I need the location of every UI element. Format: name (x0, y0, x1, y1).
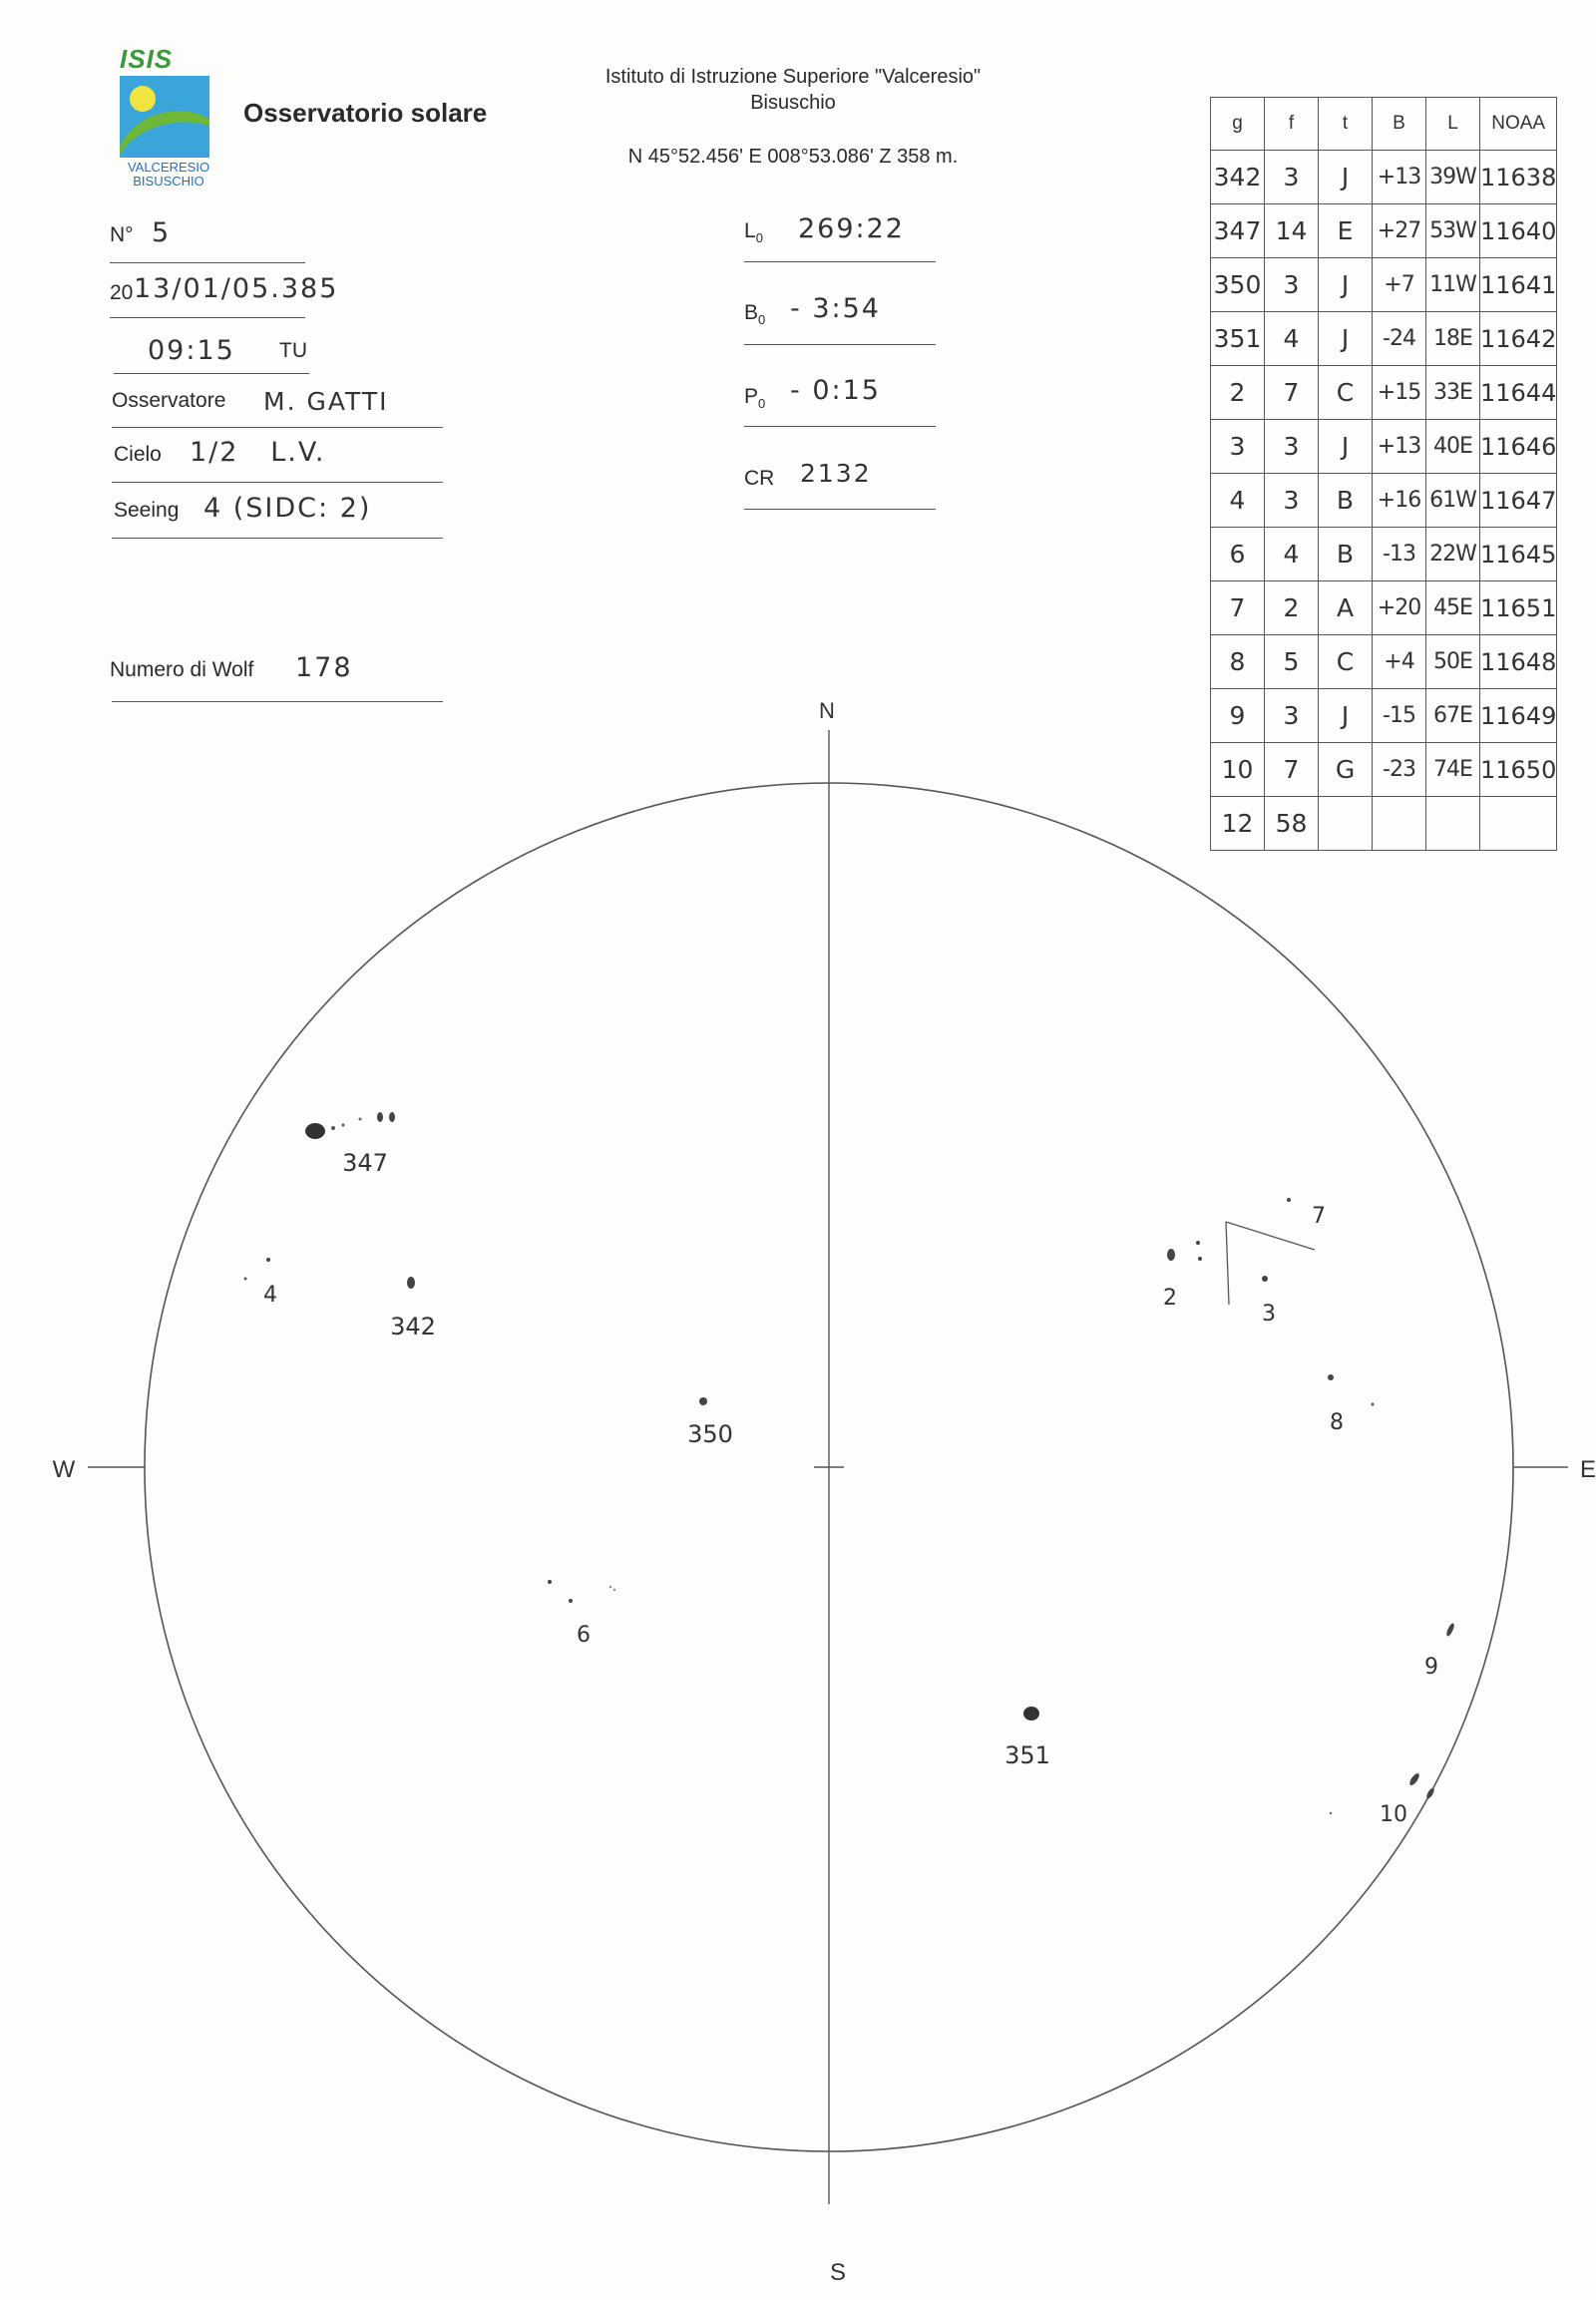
B0-sub: 0 (758, 312, 766, 328)
P0-letter: P (744, 385, 759, 408)
sunspot (1198, 1257, 1202, 1261)
table-cell: 3 (1265, 151, 1319, 204)
institute-line: Istituto di Istruzione Superiore "Valceresio" (604, 66, 982, 88)
group-label-10: 10 (1380, 1802, 1407, 1827)
sunspot-group-351 (1004, 1707, 1050, 1769)
number-value: 5 (152, 217, 172, 248)
group-label-8: 8 (1330, 1410, 1344, 1435)
table-cell: 11W (1426, 258, 1480, 312)
town-line: Bisuschio (750, 92, 836, 114)
table-cell: 6 (1211, 528, 1265, 581)
sunspot (407, 1277, 415, 1289)
sunspot-group-3 (1262, 1276, 1276, 1327)
table-cell: 351 (1211, 312, 1265, 366)
sunspot (1445, 1623, 1455, 1638)
table-cell: 74E (1426, 743, 1480, 797)
sunspot (1328, 1374, 1334, 1380)
table-cell: 45E (1426, 581, 1480, 635)
observatory-coordinates: N 45°52.456' E 008°53.086' Z 358 m. (627, 146, 959, 168)
sunspot-group-342 (390, 1277, 436, 1341)
table-cell: 347 (1211, 204, 1265, 258)
table-cell: B (1319, 474, 1373, 528)
table-cell: 11646 (1480, 420, 1557, 474)
table-cell: E (1319, 204, 1373, 258)
L0-sub: 0 (755, 230, 763, 246)
table-cell: 4 (1265, 312, 1319, 366)
sky-label: Cielo (114, 443, 162, 466)
number-label: N° (110, 223, 134, 246)
date-prefix: 20 (110, 281, 134, 304)
seeing-label: Seeing (114, 499, 180, 522)
group-label-6: 6 (577, 1623, 591, 1648)
total-cell: 12 (1211, 797, 1265, 851)
total-cell: 58 (1265, 797, 1319, 851)
sunspot (548, 1580, 552, 1584)
table-cell: 11647 (1480, 474, 1557, 528)
table-cell: 11650 (1480, 743, 1557, 797)
table-cell: 4 (1265, 528, 1319, 581)
sunspot (569, 1599, 573, 1603)
table-cell: 11638 (1480, 151, 1557, 204)
P0-sub: 0 (758, 396, 766, 412)
pointer-line (1226, 1222, 1315, 1250)
sunspot-group-10 (1330, 1772, 1435, 1827)
table-cell: 11651 (1480, 581, 1557, 635)
table-cell: 7 (1211, 581, 1265, 635)
sunspot (1196, 1241, 1200, 1245)
sky-value: 1/2 L.V. (190, 437, 326, 468)
sunspot (377, 1112, 383, 1122)
group-label-4: 4 (263, 1283, 277, 1308)
table-cell: 7 (1265, 366, 1319, 420)
column-header: L (1426, 98, 1480, 151)
seeing-value: 4 (SIDC: 2) (203, 493, 372, 524)
table-cell: 11640 (1480, 204, 1557, 258)
observer-label: Osservatore (112, 389, 226, 412)
table-cell: -15 (1373, 689, 1426, 743)
sunspot (359, 1118, 362, 1121)
table-cell: 342 (1211, 151, 1265, 204)
table-cell: 18E (1426, 312, 1480, 366)
table-cell: 53W (1426, 204, 1480, 258)
table-cell: J (1319, 151, 1373, 204)
sunspot (342, 1124, 345, 1127)
table-cell: 3 (1265, 258, 1319, 312)
sunspot (1425, 1787, 1435, 1800)
sunspot (613, 1589, 615, 1591)
group-label-2: 2 (1163, 1286, 1177, 1311)
sunspot (244, 1278, 247, 1281)
column-header: f (1265, 98, 1319, 151)
table-cell: 3 (1265, 689, 1319, 743)
table-cell: 33E (1426, 366, 1480, 420)
south-label: S (829, 2259, 847, 2286)
table-cell: 11649 (1480, 689, 1557, 743)
column-header: B (1373, 98, 1426, 151)
sunspot-group-4 (244, 1258, 278, 1308)
table-cell: J (1319, 258, 1373, 312)
B0-value: - 3:54 (790, 293, 881, 324)
L0-letter: L (744, 219, 756, 242)
table-cell: J (1319, 689, 1373, 743)
group-label-347: 347 (342, 1149, 388, 1177)
sunspot-group-2 (1163, 1241, 1202, 1311)
sunspot (1167, 1249, 1175, 1261)
table-cell: +13 (1373, 420, 1426, 474)
table-cell: -23 (1373, 743, 1426, 797)
CR-value: 2132 (800, 459, 872, 488)
table-cell: 3 (1265, 474, 1319, 528)
sunspot (1023, 1707, 1039, 1721)
table-cell: -13 (1373, 528, 1426, 581)
table-cell: 3 (1265, 420, 1319, 474)
table-cell: 10 (1211, 743, 1265, 797)
sunspot (1408, 1772, 1421, 1787)
table-cell: +7 (1373, 258, 1426, 312)
table-cell: 39W (1426, 151, 1480, 204)
sunspot-group-6 (548, 1580, 615, 1648)
group-label-351: 351 (1004, 1741, 1050, 1769)
table-cell: -24 (1373, 312, 1426, 366)
time-value: 09:15 (148, 335, 235, 366)
sunspot (1262, 1276, 1268, 1282)
logo-line1: VALCERESIO (127, 160, 210, 175)
table-cell: +20 (1373, 581, 1426, 635)
date-value: 13/01/05.385 (134, 273, 339, 304)
sunspot-group-8 (1328, 1374, 1375, 1435)
wolf-value: 178 (295, 652, 353, 683)
time-unit: TU (279, 339, 307, 362)
column-header: NOAA (1480, 98, 1557, 151)
sunspot-group-7 (1226, 1198, 1326, 1305)
B0-letter: B (744, 301, 759, 324)
table-cell: 61W (1426, 474, 1480, 528)
sunspot (331, 1126, 335, 1130)
table-cell: +13 (1373, 151, 1426, 204)
sunspot (699, 1397, 707, 1405)
table-cell: 67E (1426, 689, 1480, 743)
P0-value: - 0:15 (790, 375, 881, 406)
sunspot-group-347 (305, 1112, 395, 1177)
west-label: W (52, 1456, 76, 1483)
group-label-3: 3 (1262, 1302, 1276, 1327)
sunspot (1330, 1812, 1332, 1814)
east-label: E (1579, 1456, 1596, 1483)
table-cell: 3 (1211, 420, 1265, 474)
logo-line2: BISUSCHIO (133, 174, 204, 189)
table-cell: 11642 (1480, 312, 1557, 366)
table-cell: A (1319, 581, 1373, 635)
sunspot (609, 1586, 611, 1588)
table-cell: +4 (1373, 635, 1426, 689)
pointer-line (1226, 1222, 1229, 1305)
sunspot (305, 1123, 325, 1139)
wolf-label: Numero di Wolf (110, 658, 254, 681)
group-label-9: 9 (1424, 1655, 1438, 1680)
page-title: Osservatorio solare (243, 98, 488, 128)
L0-value: 269:22 (798, 213, 905, 244)
sunspot (1372, 1403, 1375, 1406)
table-cell: 11644 (1480, 366, 1557, 420)
table-cell: G (1319, 743, 1373, 797)
table-cell: 5 (1265, 635, 1319, 689)
observer-value: M. GATTI (263, 387, 389, 416)
table-cell: 50E (1426, 635, 1480, 689)
sunspot-group-350 (687, 1397, 733, 1448)
table-cell: C (1319, 635, 1373, 689)
table-cell: 14 (1265, 204, 1319, 258)
group-label-350: 350 (687, 1420, 733, 1448)
table-cell: 11641 (1480, 258, 1557, 312)
table-cell: 11648 (1480, 635, 1557, 689)
table-cell: 4 (1211, 474, 1265, 528)
table-cell: J (1319, 312, 1373, 366)
north-label: N (819, 698, 835, 723)
column-header: g (1211, 98, 1265, 151)
table-cell: +27 (1373, 204, 1426, 258)
sunspot (1287, 1198, 1291, 1202)
table-cell: J (1319, 420, 1373, 474)
sunspot (266, 1258, 270, 1262)
table-cell: 22W (1426, 528, 1480, 581)
column-header: t (1319, 98, 1373, 151)
table-cell: +15 (1373, 366, 1426, 420)
group-label-7: 7 (1312, 1204, 1326, 1229)
logo-text: ISIS (120, 44, 174, 74)
table-cell: 2 (1265, 581, 1319, 635)
table-cell: 350 (1211, 258, 1265, 312)
table-cell: 11645 (1480, 528, 1557, 581)
table-cell: 7 (1265, 743, 1319, 797)
table-cell: 40E (1426, 420, 1480, 474)
table-cell: B (1319, 528, 1373, 581)
sunspot-group-9 (1424, 1623, 1455, 1680)
group-label-342: 342 (390, 1313, 436, 1341)
table-cell: 8 (1211, 635, 1265, 689)
table-cell: C (1319, 366, 1373, 420)
table-cell: 2 (1211, 366, 1265, 420)
table-cell: 9 (1211, 689, 1265, 743)
table-cell: +16 (1373, 474, 1426, 528)
CR-label: CR (744, 467, 775, 490)
sunspot (389, 1112, 395, 1122)
